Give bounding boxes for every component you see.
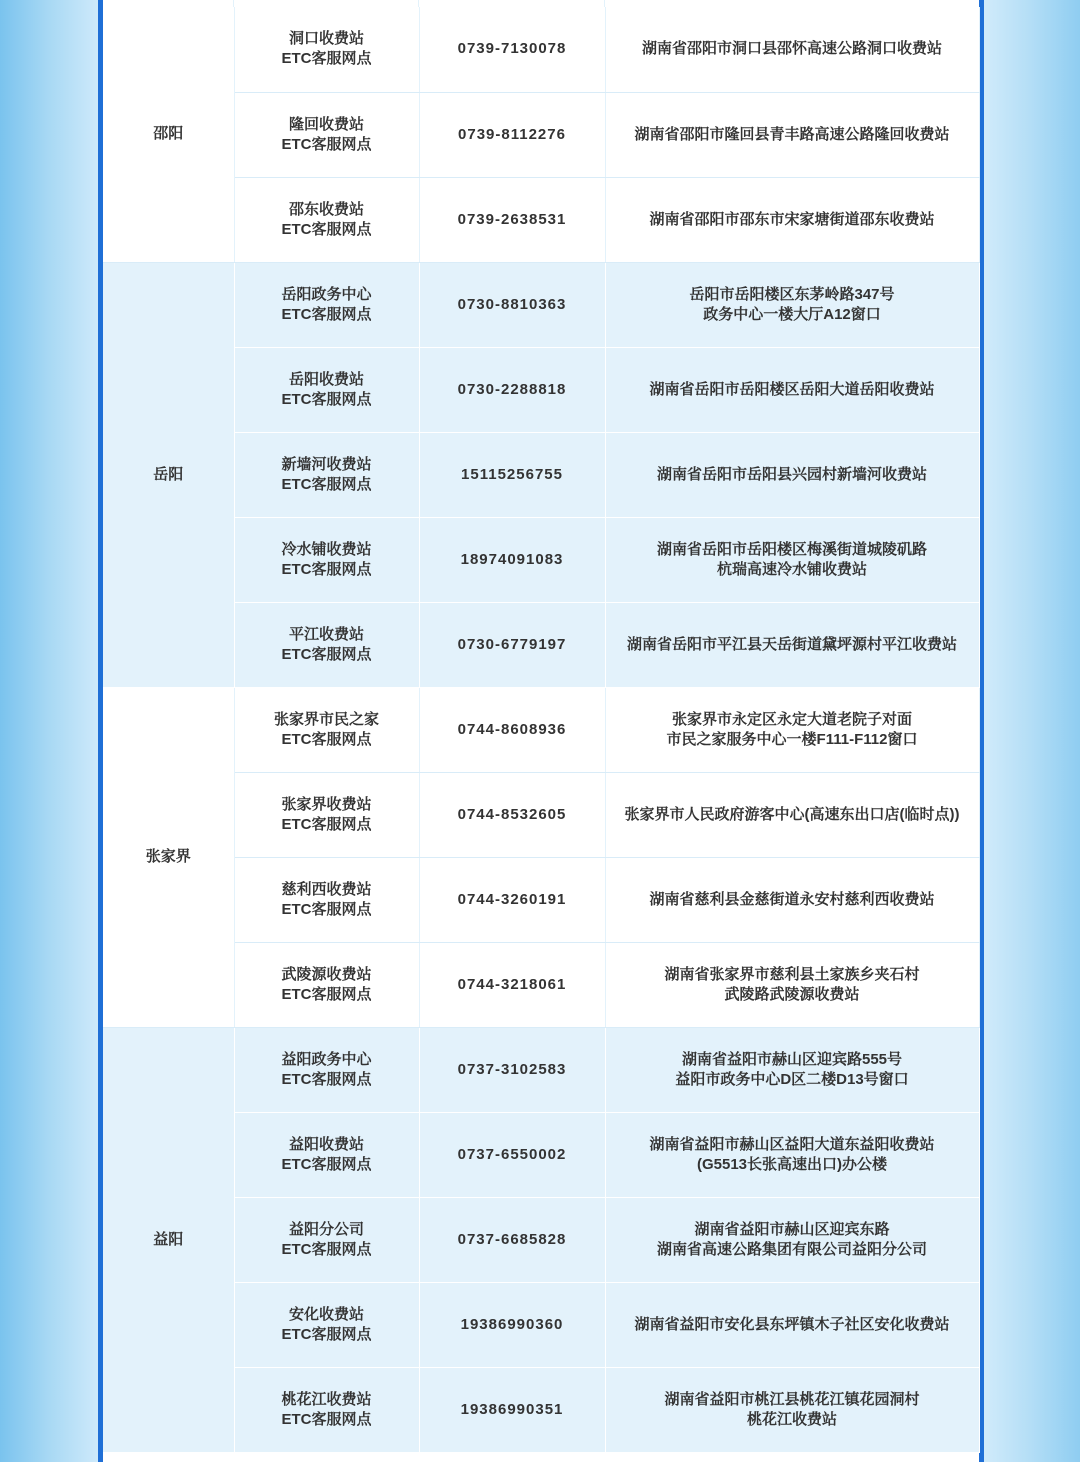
address-line: 市民之家服务中心一楼F111-F112窗口	[666, 730, 918, 748]
address-line: 桃花江收费站	[746, 1410, 837, 1428]
outlet-name-line: ETC客服网点	[281, 1325, 372, 1343]
outlet-name-cell	[234, 772, 419, 857]
table-row	[103, 772, 979, 857]
outlet-name-line: ETC客服网点	[281, 50, 372, 68]
outlet-name-line: ETC客服网点	[281, 390, 372, 408]
phone-cell: 15115256755	[419, 432, 605, 517]
address-line: 益阳市政务中心D区二楼D13号窗口	[675, 1070, 909, 1088]
address-cell	[605, 1027, 979, 1112]
table-row	[103, 687, 979, 772]
outlet-name-line: ETC客服网点	[281, 1070, 372, 1088]
outlet-name-line: ETC客服网点	[281, 1410, 372, 1428]
address-cell	[605, 517, 979, 602]
table-row	[103, 347, 979, 432]
phone-cell: 0730-6779197	[419, 602, 605, 687]
address-line: 湖南省邵阳市隆回县青丰路高速公路隆回收费站	[634, 125, 950, 143]
outlet-name-line: ETC客服网点	[281, 815, 372, 833]
outlet-name-line: 平江收费站	[288, 625, 364, 643]
outlet-name-cell	[234, 1112, 419, 1197]
table-row	[103, 262, 979, 347]
address-line: 湖南省高速公路集团有限公司益阳分公司	[656, 1240, 927, 1258]
outlet-name-line: ETC客服网点	[281, 900, 372, 918]
phone-cell: 0737-3102583	[419, 1027, 605, 1112]
table-row	[103, 942, 979, 1027]
outlet-name-line: ETC客服网点	[281, 985, 372, 1003]
table-row	[103, 1112, 979, 1197]
address-cell	[605, 7, 979, 92]
address-cell	[605, 1197, 979, 1282]
table-row	[103, 1367, 979, 1452]
phone-cell: 0739-8112276	[419, 92, 605, 177]
outlet-name-cell	[234, 687, 419, 772]
outlet-name-line: ETC客服网点	[281, 305, 372, 323]
outlet-name-line: 洞口收费站	[288, 30, 364, 48]
outlet-name-line: 张家界收费站	[281, 795, 372, 813]
outlet-name-line: ETC客服网点	[281, 730, 372, 748]
address-cell	[605, 602, 979, 687]
address-cell	[605, 1367, 979, 1452]
address-cell	[605, 177, 979, 262]
outlet-name-cell	[234, 517, 419, 602]
address-line: 湖南省益阳市桃江县桃花江镇花园洞村	[664, 1390, 920, 1408]
outlet-name-line: 益阳分公司	[288, 1220, 364, 1238]
outlet-name-cell	[234, 7, 419, 92]
outlet-name-cell	[234, 857, 419, 942]
address-cell	[605, 942, 979, 1027]
outlet-name-line: 桃花江收费站	[281, 1390, 372, 1408]
phone-cell: 0744-8532605	[419, 772, 605, 857]
city-cell: 邵阳	[103, 7, 234, 262]
outlet-name-cell	[234, 177, 419, 262]
address-cell	[605, 1112, 979, 1197]
outlet-name-cell	[234, 942, 419, 1027]
outlet-name-cell	[234, 1027, 419, 1112]
city-cell: 益阳	[103, 1027, 234, 1452]
address-line: 湖南省岳阳市岳阳县兴园村新墙河收费站	[656, 465, 927, 483]
address-line: 湖南省益阳市赫山区迎宾路555号	[681, 1050, 903, 1068]
address-cell	[605, 1282, 979, 1367]
phone-cell: 0744-3260191	[419, 857, 605, 942]
address-cell	[605, 92, 979, 177]
outlet-name-line: 岳阳收费站	[288, 370, 364, 388]
address-cell	[605, 432, 979, 517]
outlet-name-line: 岳阳政务中心	[281, 285, 372, 303]
address-line: 杭瑞高速冷水铺收费站	[716, 560, 867, 578]
address-line: 湖南省邵阳市邵东市宋家塘街道邵东收费站	[649, 210, 935, 228]
phone-cell: 0730-8810363	[419, 262, 605, 347]
table-row	[103, 432, 979, 517]
table-top-edge	[103, 0, 979, 7]
table-row	[103, 857, 979, 942]
address-line: 湖南省邵阳市洞口县邵怀高速公路洞口收费站	[641, 40, 942, 58]
outlet-name-line: ETC客服网点	[281, 475, 372, 493]
address-cell	[605, 347, 979, 432]
city-group	[103, 262, 979, 687]
address-cell	[605, 857, 979, 942]
phone-cell: 0744-3218061	[419, 942, 605, 1027]
address-cell	[605, 687, 979, 772]
outlet-name-cell	[234, 1197, 419, 1282]
city-cell: 张家界	[103, 687, 234, 1027]
address-line: (G5513长张高速出口)办公楼	[696, 1155, 888, 1173]
outlet-name-line: 张家界市民之家	[273, 710, 379, 728]
phone-cell: 0737-6685828	[419, 1197, 605, 1282]
table-row	[103, 517, 979, 602]
address-line: 武陵路武陵源收费站	[724, 985, 860, 1003]
outlet-name-line: ETC客服网点	[281, 135, 372, 153]
phone-cell: 0737-6550002	[419, 1112, 605, 1197]
phone-cell: 0739-7130078	[419, 7, 605, 92]
address-line: 湖南省益阳市安化县东坪镇木子社区安化收费站	[634, 1315, 950, 1333]
address-line: 湖南省岳阳市岳阳楼区梅溪街道城陵矶路	[656, 540, 927, 558]
address-line: 湖南省岳阳市平江县天岳街道黛坪源村平江收费站	[626, 635, 957, 653]
address-line: 湖南省张家界市慈利县土家族乡夹石村	[664, 965, 920, 983]
outlet-name-cell	[234, 432, 419, 517]
address-cell	[605, 772, 979, 857]
address-line: 湖南省益阳市赫山区益阳大道东益阳收费站	[649, 1135, 935, 1153]
outlet-name-line: 隆回收费站	[288, 115, 364, 133]
address-line: 岳阳市岳阳楼区东茅岭路347号	[689, 285, 895, 303]
outlet-name-cell	[234, 1282, 419, 1367]
phone-cell: 19386990351	[419, 1367, 605, 1452]
table-row	[103, 92, 979, 177]
address-line: 湖南省慈利县金慈街道永安村慈利西收费站	[649, 890, 935, 908]
city-group	[103, 1027, 979, 1452]
address-line: 湖南省益阳市赫山区迎宾东路	[694, 1220, 890, 1238]
city-group	[103, 687, 979, 1027]
outlet-name-line: ETC客服网点	[281, 1155, 372, 1173]
outlet-name-line: 安化收费站	[288, 1305, 364, 1323]
etc-service-table	[103, 7, 980, 1453]
city-cell: 岳阳	[103, 262, 234, 687]
table-row	[103, 1197, 979, 1282]
outlet-name-cell	[234, 92, 419, 177]
outlet-name-line: 新墙河收费站	[281, 455, 372, 473]
outlet-name-line: ETC客服网点	[281, 645, 372, 663]
outlet-name-line: 益阳政务中心	[281, 1050, 372, 1068]
outlet-name-line: 武陵源收费站	[281, 965, 372, 983]
outlet-name-line: 慈利西收费站	[281, 880, 372, 898]
outlet-name-cell	[234, 602, 419, 687]
outlet-name-line: ETC客服网点	[281, 560, 372, 578]
table-row	[103, 1027, 979, 1112]
address-line: 湖南省岳阳市岳阳楼区岳阳大道岳阳收费站	[649, 380, 935, 398]
address-cell	[605, 262, 979, 347]
table-row	[103, 602, 979, 687]
outlet-name-line: 益阳收费站	[288, 1135, 364, 1153]
outlet-name-line: ETC客服网点	[281, 1240, 372, 1258]
phone-cell: 19386990360	[419, 1282, 605, 1367]
table-row	[103, 177, 979, 262]
phone-cell: 18974091083	[419, 517, 605, 602]
table-bottom-edge	[103, 1455, 979, 1462]
outlet-name-line: ETC客服网点	[281, 220, 372, 238]
outlet-name-line: 冷水铺收费站	[281, 540, 372, 558]
address-line: 张家界市永定区永定大道老院子对面	[671, 710, 912, 728]
city-group	[103, 7, 979, 262]
table-row	[103, 7, 979, 92]
phone-cell: 0730-2288818	[419, 347, 605, 432]
phone-cell: 0744-8608936	[419, 687, 605, 772]
outlet-name-cell	[234, 347, 419, 432]
outlet-name-cell	[234, 1367, 419, 1452]
phone-cell: 0739-2638531	[419, 177, 605, 262]
address-line: 政务中心一楼大厅A12窗口	[703, 305, 881, 323]
address-line: 张家界市人民政府游客中心(高速东出口店(临时点))	[624, 805, 960, 823]
outlet-name-line: 邵东收费站	[288, 200, 364, 218]
table-row	[103, 1282, 979, 1367]
outlet-name-cell	[234, 262, 419, 347]
